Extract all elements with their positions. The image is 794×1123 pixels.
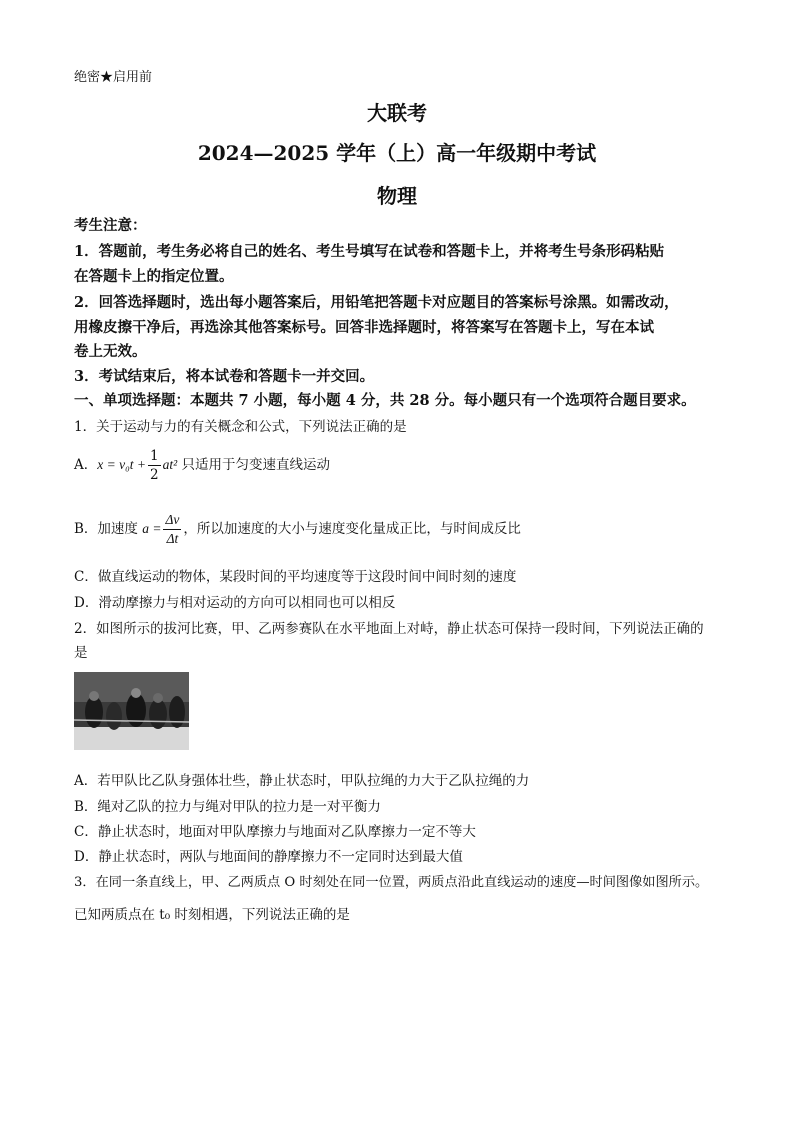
option-a-formula-post: at² [162,457,178,472]
tug-of-war-photo-drawing [74,672,189,750]
question-2-stem-line-2: 是 [74,645,88,661]
notice-item-2-line-2: 用橡皮擦干净后，再选涂其他答案标号。回答非选择题时，将答案写在答题卡上，写在本试 [74,319,654,336]
question-1-option-b [74,511,521,548]
option-b-label: B． [74,521,98,537]
question-2-stem-line-1: 2．如图所示的拔河比赛，甲、乙两参赛队在水平地面上对峙，静止状态可保持一段时间，下列说法正确的 [74,621,704,637]
notice-item-1-line-2: 在答题卡上的指定位置。 [74,268,234,285]
question-2-option-d: D．静止状态时，两队与地面间的静摩擦力不一定同时达到最大值 [74,849,463,865]
exam-title: 2024—2025 学年（上）高一年级期中考试 [197,141,597,165]
notice-item-2-line-1: 2．回答选择题时，选出每小题答案后，用铅笔把答题卡对应题目的答案标号涂黑。如需改动， [74,294,679,311]
option-a-fraction [148,447,161,484]
exam-brand-title: 大联考 [367,101,427,125]
option-b-pre: 加速度 [97,521,138,537]
question-2-option-c: C．静止状态时，地面对甲队摩擦力与地面对乙队摩擦力一定不等大 [74,824,476,840]
option-a-frac-denominator: 2 [150,467,159,483]
question-1-option-d: D．滑动摩擦力与相对运动的方向可以相同也可以相反 [74,595,396,611]
question-1-option-c: C．做直线运动的物体，某段时间的平均速度等于这段时间中间时刻的速度 [74,569,517,585]
notice-item-2-line-3: 卷上无效。 [74,343,147,360]
notice-item-3: 3．考试结束后，将本试卷和答题卡一并交回。 [74,368,375,385]
option-b-frac-numerator: Δv [163,511,181,530]
notice-item-1-line-1: 1．答题前，考生务必将自己的姓名、考生号填写在试卷和答题卡上，并将考生号条形码粘贴 [74,243,665,260]
question-2-option-a: A．若甲队比乙队身强体壮些，静止状态时，甲队拉绳的力大于乙队拉绳的力 [74,773,530,789]
option-b-fraction [163,511,181,548]
question-1-stem: 1．关于运动与力的有关概念和公式，下列说法正确的是 [74,419,407,435]
confidential-mark: 绝密★启用前 [74,70,153,85]
option-a-label: A． [74,457,98,473]
option-a-text: 只适用于匀变速直线运动 [181,457,330,473]
question-1-option-a [74,447,330,484]
tug-of-war-photo [74,672,189,750]
option-a-frac-numerator: 1 [150,448,159,464]
question-2-option-b: B．绳对乙队的拉力与绳对甲队的拉力是一对平衡力 [74,799,381,815]
notice-heading: 考生注意： [74,217,147,234]
question-3-stem-line-2: 已知两质点在 t₀ 时刻相遇，下列说法正确的是 [74,907,350,923]
option-b-formula: a = [142,521,162,536]
option-b-frac-denominator: Δt [166,531,179,546]
subject-title: 物理 [377,184,417,208]
question-3-stem-line-1: 3．在同一条直线上，甲、乙两质点 O 时刻处在同一位置，两质点沿此直线运动的速度—时间图像如图所示。 [74,875,709,890]
option-a-formula-pre: x = v₀t + [97,457,147,472]
option-b-text: ，所以加速度的大小与速度变化量成正比，与时间成反比 [183,521,521,537]
section-1-heading: 一、单项选择题：本题共 7 小题，每小题 4 分，共 28 分。每小题只有一个选项符合题目要求。 [74,392,696,409]
